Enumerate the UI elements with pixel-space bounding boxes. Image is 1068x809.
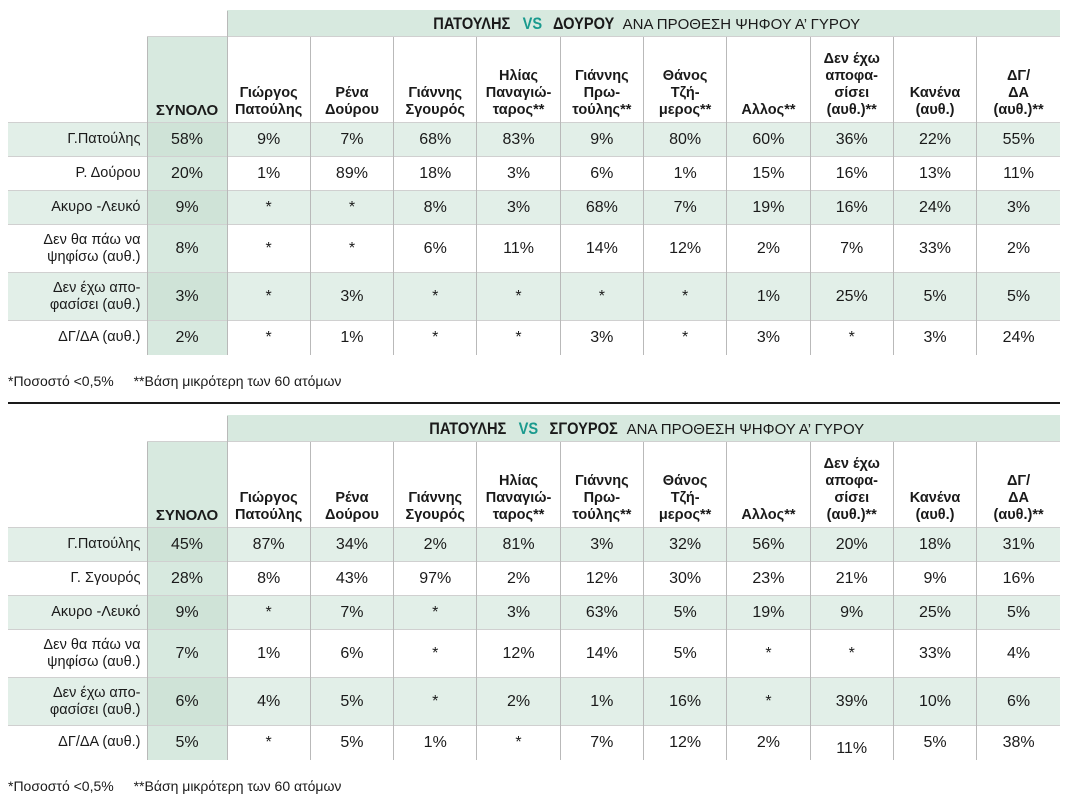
column-header: Κανένα (αυθ.) [893, 37, 976, 123]
table-body [8, 123, 1060, 355]
table-cell: 12% [643, 225, 726, 273]
table-cell: 1% [560, 678, 643, 726]
cell-total: 28% [147, 562, 227, 596]
table-cell: 60% [727, 123, 810, 157]
table-cell: 16% [810, 157, 893, 191]
table-row [8, 726, 1060, 760]
table-cell: * [227, 726, 310, 760]
table-cell: 3% [310, 273, 393, 321]
column-header: Ρένα Δούρου [310, 442, 393, 528]
table-cell: 2% [727, 726, 810, 760]
table-cell: 3% [560, 528, 643, 562]
table-cell: 5% [643, 630, 726, 678]
table-cell: 1% [394, 726, 477, 760]
table-cell: 1% [227, 630, 310, 678]
row-label: Δεν έχω απο- φασίσει (αυθ.) [8, 273, 147, 321]
title-subtitle: ΑΝΑ ΠΡΟΘΕΣΗ ΨΗΦΟΥ Α’ ΓΥΡΟΥ [626, 420, 865, 438]
table-cell: 19% [727, 191, 810, 225]
column-header: Δεν έχω αποφα- σίσει (αυθ.)** [810, 37, 893, 123]
title-candidate-b: ΔΟΥΡΟΥ [552, 13, 615, 33]
table-cell: * [394, 321, 477, 355]
table-cell: 20% [810, 528, 893, 562]
table-row [8, 321, 1060, 355]
cell-total: 6% [147, 678, 227, 726]
table-cell: 14% [560, 225, 643, 273]
table-cell: * [227, 225, 310, 273]
footnote-double-asterisk: **Βάση μικρότερη των 60 ατόμων [133, 778, 342, 794]
table-cell: 3% [560, 321, 643, 355]
table-cell: 2% [727, 225, 810, 273]
column-header: Γιώργος Πατούλης [227, 37, 310, 123]
table-cell: 8% [394, 191, 477, 225]
poll-table [8, 10, 1060, 355]
table-cell: 21% [810, 562, 893, 596]
table-cell: 89% [310, 157, 393, 191]
cell-total: 58% [147, 123, 227, 157]
cell-total: 2% [147, 321, 227, 355]
table-cell: 43% [310, 562, 393, 596]
table-cell: 3% [477, 157, 560, 191]
table-cell: 9% [560, 123, 643, 157]
table-cell: 97% [394, 562, 477, 596]
table-cell: * [310, 191, 393, 225]
table-cell: 13% [893, 157, 976, 191]
title-candidate-a: ΠΑΤΟΥΛΗΣ [433, 13, 511, 33]
table-cell: 11% [810, 726, 893, 760]
title-subtitle: ΑΝΑ ΠΡΟΘΕΣΗ ΨΗΦΟΥ Α’ ΓΥΡΟΥ [622, 15, 861, 33]
table-cell: 18% [394, 157, 477, 191]
title-vs: VS [518, 418, 539, 438]
table-cell: * [810, 630, 893, 678]
cell-total: 3% [147, 273, 227, 321]
table-row [8, 123, 1060, 157]
table-cell: 3% [477, 191, 560, 225]
table-cell: 56% [727, 528, 810, 562]
table-cell: 39% [810, 678, 893, 726]
table-cell: * [477, 273, 560, 321]
table-cell: 15% [727, 157, 810, 191]
column-header: Αλλος** [727, 37, 810, 123]
table-cell: * [477, 321, 560, 355]
table-cell: 7% [310, 596, 393, 630]
title-candidate-b: ΣΓΟΥΡΟΣ [549, 418, 618, 438]
column-header: Ηλίας Παναγιώ- ταρος** [477, 37, 560, 123]
header-blank [8, 37, 147, 123]
table-cell: 5% [310, 678, 393, 726]
table-cell: 3% [893, 321, 976, 355]
table-cell: 5% [893, 726, 976, 760]
row-label: Ρ. Δούρου [8, 157, 147, 191]
column-header: Κανένα (αυθ.) [893, 442, 976, 528]
table-row [8, 225, 1060, 273]
table-cell: * [643, 321, 726, 355]
table-cell: 14% [560, 630, 643, 678]
table-title [227, 11, 1060, 37]
table-cell: 81% [477, 528, 560, 562]
column-header: Γιώργος Πατούλης [227, 442, 310, 528]
table-cell: 5% [310, 726, 393, 760]
table-cell: 33% [893, 225, 976, 273]
table-cell: 22% [893, 123, 976, 157]
table-cell: * [727, 678, 810, 726]
table-row [8, 596, 1060, 630]
table-cell: 25% [810, 273, 893, 321]
table-cell: 10% [893, 678, 976, 726]
table-cell: 7% [810, 225, 893, 273]
table-cell: 7% [560, 726, 643, 760]
column-header: Θάνος Τζή- μερος** [643, 442, 726, 528]
footnote [8, 778, 357, 794]
table-cell: * [394, 678, 477, 726]
table-cell: 23% [727, 562, 810, 596]
table-cell: * [310, 225, 393, 273]
table-cell: 34% [310, 528, 393, 562]
table-cell: 16% [810, 191, 893, 225]
row-label: ΔΓ/ΔΑ (αυθ.) [8, 321, 147, 355]
table-cell: 1% [227, 157, 310, 191]
table-cell: * [810, 321, 893, 355]
table-cell: * [394, 630, 477, 678]
table-cell: 7% [643, 191, 726, 225]
table-row [8, 630, 1060, 678]
table-cell: 24% [977, 321, 1060, 355]
table-cell: * [227, 321, 310, 355]
row-label: Γ. Σγουρός [8, 562, 147, 596]
column-header: ΔΓ/ ΔΑ (αυθ.)** [977, 442, 1060, 528]
table-cell: 11% [477, 225, 560, 273]
table-cell: 3% [977, 191, 1060, 225]
cell-total: 9% [147, 191, 227, 225]
table-cell: 16% [977, 562, 1060, 596]
table-cell: 5% [977, 596, 1060, 630]
table-cell: 9% [810, 596, 893, 630]
table-cell: 25% [893, 596, 976, 630]
footnote-double-asterisk: **Βάση μικρότερη των 60 ατόμων [133, 373, 342, 389]
row-label: Δεν έχω απο- φασίσει (αυθ.) [8, 678, 147, 726]
table-cell: 16% [643, 678, 726, 726]
table-cell: * [643, 273, 726, 321]
column-header: Γιάννης Πρω- τούλης** [560, 37, 643, 123]
table-cell: 2% [477, 562, 560, 596]
poll-table [8, 415, 1060, 760]
table-cell: 11% [977, 157, 1060, 191]
table-cell: 3% [727, 321, 810, 355]
table-cell: 31% [977, 528, 1060, 562]
row-label: Γ.Πατούλης [8, 528, 147, 562]
column-header: Ηλίας Παναγιώ- ταρος** [477, 442, 560, 528]
table-cell: 38% [977, 726, 1060, 760]
row-label: Γ.Πατούλης [8, 123, 147, 157]
column-header: Αλλος** [727, 442, 810, 528]
table-row [8, 528, 1060, 562]
corner-blank [8, 416, 227, 442]
table-cell: 83% [477, 123, 560, 157]
table-cell: 7% [310, 123, 393, 157]
table-cell: 36% [810, 123, 893, 157]
table-row [8, 562, 1060, 596]
row-label: Ακυρο -Λευκό [8, 191, 147, 225]
corner-blank [8, 11, 227, 37]
cell-total: 5% [147, 726, 227, 760]
table-cell: * [560, 273, 643, 321]
column-header: Ρένα Δούρου [310, 37, 393, 123]
header-blank [8, 442, 147, 528]
table-row [8, 678, 1060, 726]
table-cell: 12% [477, 630, 560, 678]
table-cell: 18% [893, 528, 976, 562]
table-cell: * [727, 630, 810, 678]
table-cell: 3% [477, 596, 560, 630]
table-cell: 80% [643, 123, 726, 157]
table-cell: 63% [560, 596, 643, 630]
table-cell: 55% [977, 123, 1060, 157]
footnote-asterisk: *Ποσοστό <0,5% [8, 778, 114, 794]
table-cell: 6% [394, 225, 477, 273]
row-label: Ακυρο -Λευκό [8, 596, 147, 630]
table-cell: 6% [560, 157, 643, 191]
table-cell: 24% [893, 191, 976, 225]
table-cell: 6% [977, 678, 1060, 726]
column-header: Γιάννης Σγουρός [394, 442, 477, 528]
table-body [8, 528, 1060, 760]
section-divider [8, 402, 1060, 404]
table-cell: 2% [394, 528, 477, 562]
table-cell: * [227, 191, 310, 225]
table-cell: * [477, 726, 560, 760]
table-cell: 12% [643, 726, 726, 760]
row-label: Δεν θα πάω να ψηφίσω (αυθ.) [8, 225, 147, 273]
cell-total: 9% [147, 596, 227, 630]
table-cell: 87% [227, 528, 310, 562]
column-header: Δεν έχω αποφα- σίσει (αυθ.)** [810, 442, 893, 528]
cell-total: 8% [147, 225, 227, 273]
table-cell: 5% [977, 273, 1060, 321]
row-label: Δεν θα πάω να ψηφίσω (αυθ.) [8, 630, 147, 678]
row-label: ΔΓ/ΔΑ (αυθ.) [8, 726, 147, 760]
table-row [8, 157, 1060, 191]
column-header: Θάνος Τζή- μερος** [643, 37, 726, 123]
table-cell: * [394, 273, 477, 321]
column-header: ΔΓ/ ΔΑ (αυθ.)** [977, 37, 1060, 123]
table-cell: * [227, 273, 310, 321]
cell-total: 45% [147, 528, 227, 562]
cell-total: 7% [147, 630, 227, 678]
title-candidate-a: ΠΑΤΟΥΛΗΣ [429, 418, 507, 438]
column-header: Γιάννης Πρω- τούλης** [560, 442, 643, 528]
table-cell: 4% [227, 678, 310, 726]
table-cell: 4% [977, 630, 1060, 678]
table-cell: 32% [643, 528, 726, 562]
cell-total: 20% [147, 157, 227, 191]
table-cell: 1% [310, 321, 393, 355]
table-cell: 33% [893, 630, 976, 678]
table-cell: 12% [560, 562, 643, 596]
table-row [8, 273, 1060, 321]
table-cell: 2% [977, 225, 1060, 273]
table-cell: 9% [893, 562, 976, 596]
table-cell: * [227, 596, 310, 630]
table-cell: 6% [310, 630, 393, 678]
table-cell: 8% [227, 562, 310, 596]
table-cell: 5% [893, 273, 976, 321]
table-cell: 9% [227, 123, 310, 157]
table-row [8, 191, 1060, 225]
footnote [8, 373, 357, 389]
table-cell: * [394, 596, 477, 630]
table-cell: 68% [560, 191, 643, 225]
footnote-asterisk: *Ποσοστό <0,5% [8, 373, 114, 389]
table-cell: 30% [643, 562, 726, 596]
table-cell: 1% [727, 273, 810, 321]
table-cell: 19% [727, 596, 810, 630]
table-title [227, 416, 1060, 442]
column-header-total: ΣΥΝΟΛΟ [147, 37, 227, 123]
column-header-total: ΣΥΝΟΛΟ [147, 442, 227, 528]
title-vs: VS [522, 13, 543, 33]
table-cell: 1% [643, 157, 726, 191]
column-header: Γιάννης Σγουρός [394, 37, 477, 123]
table-cell: 68% [394, 123, 477, 157]
table-cell: 2% [477, 678, 560, 726]
table-cell: 5% [643, 596, 726, 630]
